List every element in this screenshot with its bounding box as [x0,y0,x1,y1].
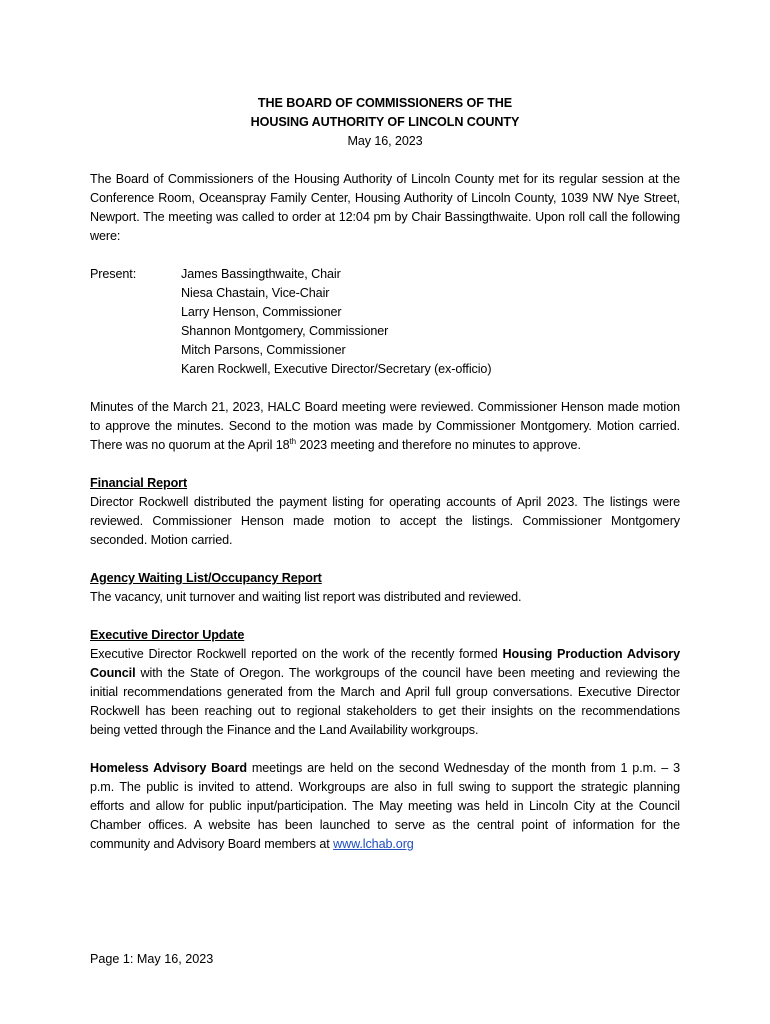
homeless-board-text: meetings are held on the second Wednesday of the month from 1 p.m. – 3 p.m. The public is invited to attend. Workgroups are also in full swing to support the strategic planning efforts and allow for public input/participation. The May meeting was held in Lincoln City at the Council Chamber offices. A website has been launched to serve as the central point of information for the community and Advisory Board members at [90,761,680,851]
financial-report-heading: Financial Report [90,476,188,490]
executive-text: Executive Director Rockwell reported on the work of the recently formed [90,647,503,661]
lchab-website-link[interactable]: www.lchab.org [333,837,414,851]
executive-update-heading: Executive Director Update [90,628,245,642]
homeless-board-paragraph [90,759,680,854]
executive-text-end: with the State of Oregon. The workgroups of the council have been meeting and reviewing the initial recommendations generated from the March and April full group conversations. Executive Director Rockwell has been reaching out to regional stakeholders to get their insights on the recommendations being vetted through the Finance and the Land Availability workgroups. [90,666,680,737]
executive-update-body [90,645,680,740]
attendee: Mitch Parsons, Commissioner [181,343,346,357]
attendance-block [90,265,680,379]
intro-paragraph: The Board of Commissioners of the Housing Authority of Lincoln County met for its regular session at the Conference Room, Oceanspray Family Center, Housing Authority of Lincoln County, 1039 NW Nye Street, Newport. The meeting was called to order at 12:04 pm by Chair Bassingthwaite. Upon roll call the following were: [90,172,680,243]
homeless-board-name: Homeless Advisory Board [90,761,247,775]
document-body [90,94,680,854]
attendee: Larry Henson, Commissioner [181,305,342,319]
minutes-text: Minutes of the March 21, 2023, HALC Board meeting were reviewed. Commissioner Henson made motion to approve the minutes. Second to the motion was made by Commissioner Montgomery. Motion carried. There was no quorum at the April 18 [90,400,680,452]
ordinal-suffix: th [289,436,296,446]
title-line-1: THE BOARD OF COMMISSIONERS OF THE [257,96,513,110]
financial-report-body: Director Rockwell distributed the payment listing for operating accounts of April 2023. The listings were reviewed. Commissioner Henson made motion to accept the listings. Commissioner Montgomery seconded. Motion carried. [90,495,680,547]
minutes-paragraph [90,398,680,455]
present-label: Present: [90,267,137,281]
minutes-text-end: 2023 meeting and therefore no minutes to approve. [296,438,581,452]
title-line-2: HOUSING AUTHORITY OF LINCOLN COUNTY [250,115,520,129]
council-name: Housing Production Advisory Council [90,647,680,680]
attendee: Shannon Montgomery, Commissioner [181,324,389,338]
attendee-list [181,265,680,379]
waiting-list-heading: Agency Waiting List/Occupancy Report [90,571,322,585]
attendee: James Bassingthwaite, Chair [181,267,341,281]
page-footer: Page 1: May 16, 2023 [90,952,214,966]
meeting-date: May 16, 2023 [347,134,423,148]
attendee: Niesa Chastain, Vice-Chair [181,286,330,300]
attendee: Karen Rockwell, Executive Director/Secretary (ex-officio) [181,362,492,376]
waiting-list-body: The vacancy, unit turnover and waiting list report was distributed and reviewed. [90,590,522,604]
